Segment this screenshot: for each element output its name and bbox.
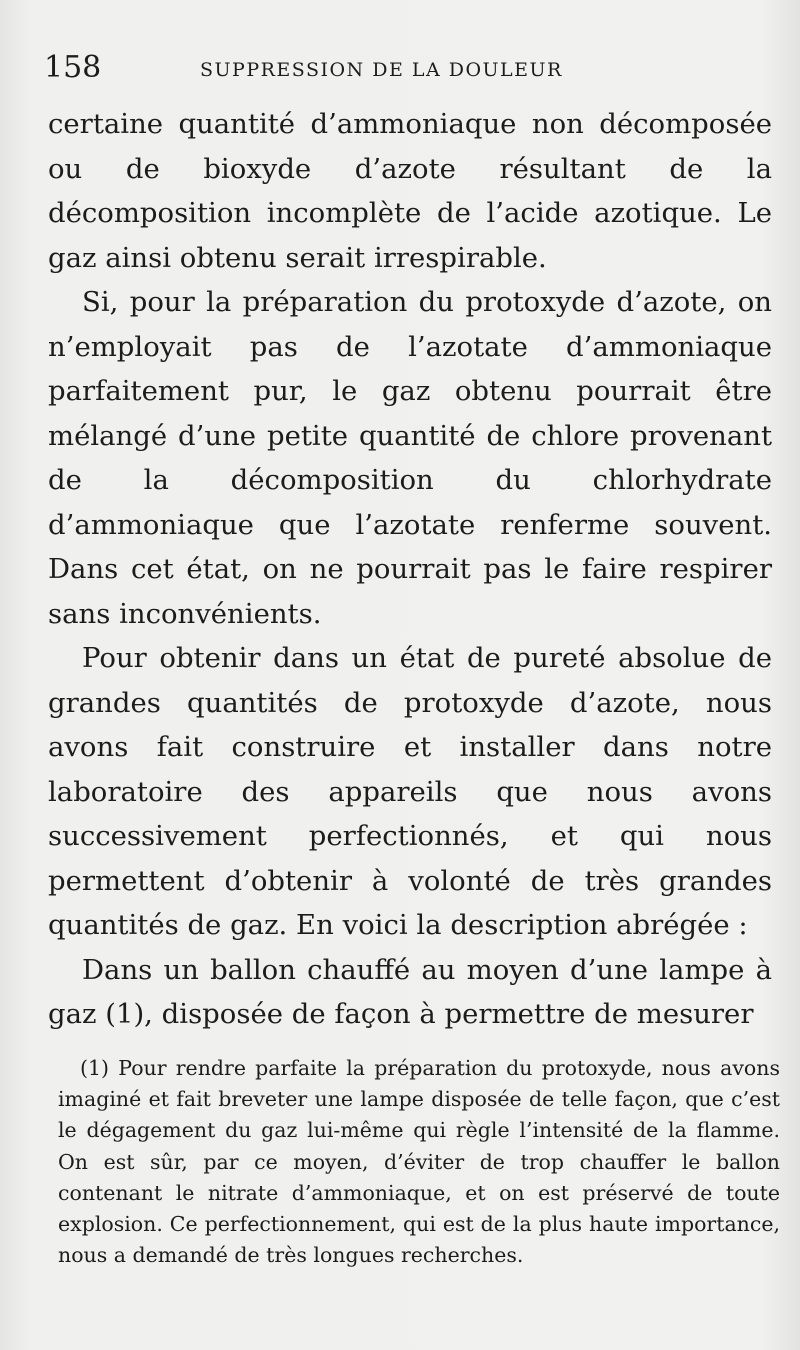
footnote: [58, 1053, 780, 1271]
paragraph: Dans un ballon chauffé au moyen d’une lampe à gaz (1), disposée de façon à permettre de mesurer: [48, 953, 772, 1030]
paragraph: Pour obtenir dans un état de pureté absolue de grandes quantités de protoxyde d’azote, nous avons fait construire et installer dans notre laboratoire des appareils que nous avons successivement perfectionnés, et qui nous permettent d’obtenir à volonté de très grandes quantités de gaz. En voici la description abrégée :: [48, 642, 772, 941]
running-head: SUPPRESSION DE LA DOULEUR: [200, 59, 563, 81]
paragraph: Si, pour la préparation du protoxyde d’azote, on n’employait pas de l’azotate d’ammoniaque parfaitement pur, le gaz obtenu pourrait être mélangé d’une petite quantité de chlore provenant de la décomposition du chlorhydrate d’ammoniaque que l’azotate renferme souvent. Dans cet état, on ne pourrait pas le faire respirer sans inconvénients.: [48, 286, 772, 630]
paragraph-continuation: certaine quantité d’ammoniaque non décomposée ou de bioxyde d’azote résultant de la décomposition incomplète de l’acide azotique. Le gaz ainsi obtenu serait irrespirable.: [48, 108, 772, 274]
footnote-marker: (1): [80, 1056, 119, 1080]
footnote-text: Pour rendre parfaite la préparation du protoxyde, nous avons imaginé et fait breveter une lampe disposée de telle façon, que c’est le dégagement du gaz lui-même qui règle l’intensité de la flamme. On est sûr, par ce moyen, d’éviter de trop chauffer le ballon contenant le nitrate d’ammoniaque, et on est préservé de toute explosion. Ce perfectionnement, qui est de la plus haute importance, nous a demandé de très longues recherches.: [58, 1056, 781, 1268]
page-number: 158: [44, 50, 102, 85]
page-header: [44, 48, 784, 88]
body-text: [48, 102, 772, 1037]
